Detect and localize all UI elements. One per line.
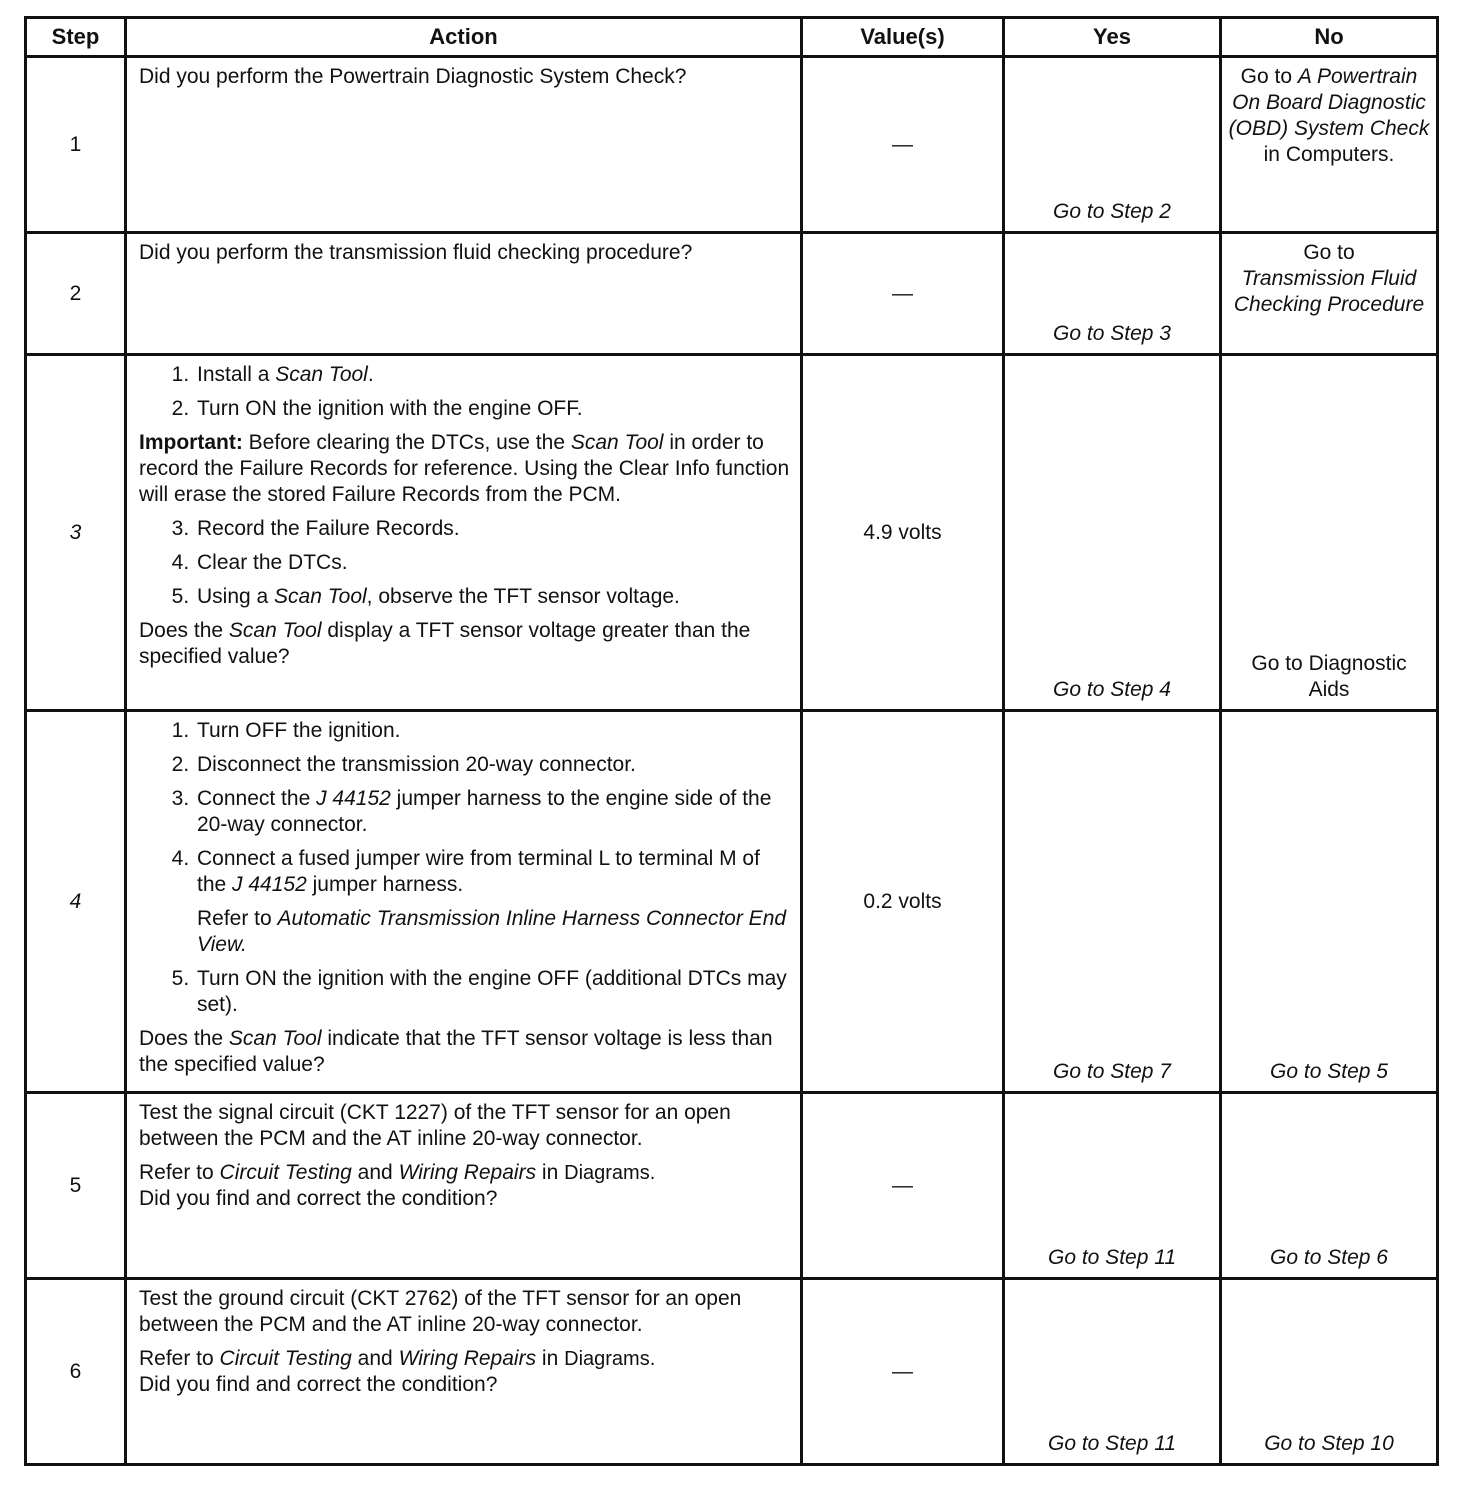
reference-note: Refer to Circuit Testing and Wiring Repairs in Diagrams. Did you find and correct the condition? — [139, 1161, 656, 1210]
no-prefix: Go to — [1240, 65, 1293, 88]
step-number: 3 — [26, 355, 126, 711]
no-link: A Powertrain On Board Diagnostic (OBD) System Check — [1228, 65, 1430, 140]
step-number: 1 — [26, 57, 126, 233]
action-steps — [139, 516, 790, 610]
no-cell — [1221, 57, 1438, 233]
table-row-step-4 — [26, 711, 1438, 1093]
yes-cell: Go to Step 11 — [1004, 1279, 1221, 1465]
value-cell: — — [802, 1093, 1004, 1279]
value-cell: — — [802, 233, 1004, 355]
action-step: 3. Record the Failure Records. — [195, 516, 790, 542]
diagnostic-table — [24, 16, 1439, 1466]
table-row-step-1 — [26, 57, 1438, 233]
no-suffix: Computers. — [1285, 143, 1395, 166]
yes-cell: Go to Step 2 — [1004, 57, 1221, 233]
important-note: Important: Before clearing the DTCs, use the Scan Tool in order to record the Failure Records for reference. Using the Clear Info function will erase the stored Failure Records from the PCM. — [139, 431, 790, 506]
action-cell — [126, 355, 802, 711]
action-question: Did you find and correct the condition? — [139, 1187, 498, 1210]
reference-note: Refer to Circuit Testing and Wiring Repairs in Diagrams. Did you find and correct the condition? — [139, 1347, 656, 1396]
no-prefix: Go to — [1303, 241, 1355, 264]
action-step: 4. Clear the DTCs. — [195, 550, 790, 576]
header-yes: Yes — [1004, 18, 1221, 57]
yes-cell: Go to Step 11 — [1004, 1093, 1221, 1279]
step-number: 2 — [26, 233, 126, 355]
header-values: Value(s) — [802, 18, 1004, 57]
no-mid: in — [1263, 143, 1280, 166]
action-cell — [126, 233, 802, 355]
action-steps — [139, 362, 790, 422]
value-cell: 4.9 volts — [802, 355, 1004, 711]
action-step: 1. Install a Scan Tool. — [195, 362, 790, 388]
action-instruction: Test the ground circuit (CKT 2762) of the TFT sensor for an open between the PCM and the AT inline 20-way connector. — [139, 1287, 742, 1336]
yes-cell: Go to Step 3 — [1004, 233, 1221, 355]
action-cell — [126, 1093, 802, 1279]
action-step: 1. Turn OFF the ignition. — [195, 718, 790, 744]
table-row-step-5 — [26, 1093, 1438, 1279]
action-question: Does the Scan Tool indicate that the TFT sensor voltage is less than the specified value? — [139, 1027, 773, 1076]
no-link: Transmission Fluid Checking Procedure — [1233, 267, 1425, 316]
action-step: 3. Connect the J 44152 jumper harness to the engine side of the 20-way connector. — [195, 786, 790, 838]
no-cell: Go to Step 5 — [1221, 711, 1438, 1093]
yes-cell: Go to Step 4 — [1004, 355, 1221, 711]
action-question: Did you find and correct the condition? — [139, 1373, 498, 1396]
header-no: No — [1221, 18, 1438, 57]
step-number: 5 — [26, 1093, 126, 1279]
table-row-step-6 — [26, 1279, 1438, 1465]
no-cell — [1221, 355, 1438, 711]
header-row — [26, 18, 1438, 57]
action-question: Did you perform the Powertrain Diagnostic System Check? — [139, 65, 687, 88]
action-step: 4. Connect a fused jumper wire from terminal L to terminal M of the J 44152 jumper harness. Refer to Automatic Transmission Inline Harness Connector End View. — [195, 846, 790, 958]
action-step: 5. Using a Scan Tool, observe the TFT sensor voltage. — [195, 584, 790, 610]
value-cell: 0.2 volts — [802, 711, 1004, 1093]
no-cell: Go to Step 6 — [1221, 1093, 1438, 1279]
action-instruction: Test the signal circuit (CKT 1227) of the TFT sensor for an open between the PCM and the AT inline 20-way connector. — [139, 1101, 731, 1150]
action-question: Does the Scan Tool display a TFT sensor voltage greater than the specified value? — [139, 619, 751, 668]
action-cell — [126, 1279, 802, 1465]
no-cell: Go to Step 10 — [1221, 1279, 1438, 1465]
action-cell — [126, 711, 802, 1093]
reference-note: Refer to Automatic Transmission Inline Harness Connector End View. — [197, 907, 787, 956]
action-step: 2. Turn ON the ignition with the engine OFF. — [195, 396, 790, 422]
no-cell — [1221, 233, 1438, 355]
action-question: Did you perform the transmission fluid checking procedure? — [139, 241, 693, 264]
value-cell: — — [802, 1279, 1004, 1465]
header-action: Action — [126, 18, 802, 57]
step-number: 6 — [26, 1279, 126, 1465]
no-text: Go to Diagnostic Aids — [1251, 652, 1407, 701]
yes-cell: Go to Step 7 — [1004, 711, 1221, 1093]
action-steps — [139, 718, 790, 1018]
step-number: 4 — [26, 711, 126, 1093]
table-row-step-2 — [26, 233, 1438, 355]
header-step: Step — [26, 18, 126, 57]
action-step: 2. Disconnect the transmission 20-way connector. — [195, 752, 790, 778]
table-row-step-3 — [26, 355, 1438, 711]
value-cell: — — [802, 57, 1004, 233]
action-step: 5. Turn ON the ignition with the engine OFF (additional DTCs may set). — [195, 966, 790, 1018]
action-cell — [126, 57, 802, 233]
